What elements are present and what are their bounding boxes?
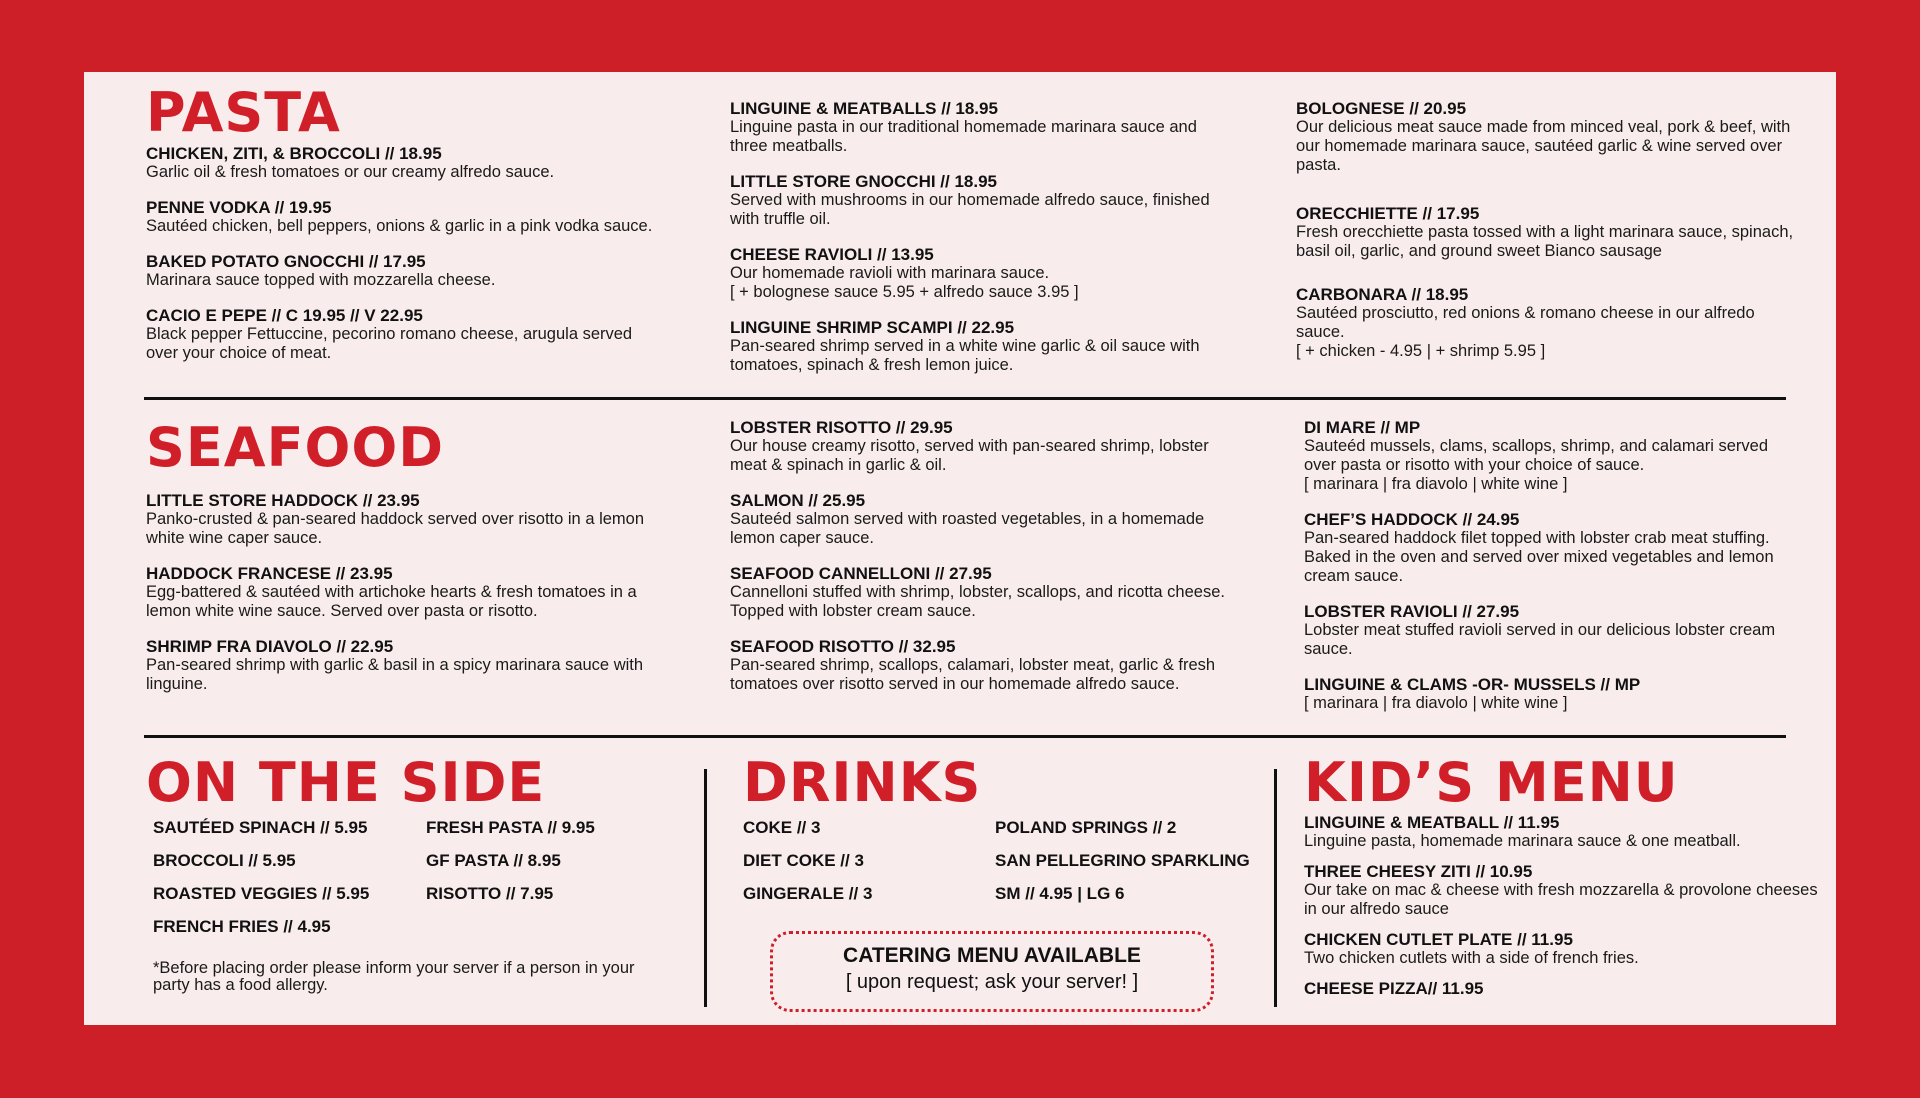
sides-heading: ON THE SIDE: [146, 751, 546, 814]
menu-page: [84, 72, 1836, 1025]
item-title: LINGUINE SHRIMP SCAMPI // 22.95: [730, 318, 1015, 337]
menu-item: [146, 306, 656, 363]
item-desc: Pan-seared shrimp with garlic & basil in a spicy marinara sauce with linguine.: [146, 656, 644, 693]
menu-item: [146, 637, 646, 694]
pasta-column-2: [730, 99, 1230, 391]
item-title: SEAFOOD RISOTTO // 32.95: [730, 637, 956, 656]
item-desc: Linguine pasta in our traditional homemade marinara sauce and three meatballs.: [730, 118, 1197, 155]
menu-item: [730, 245, 1230, 302]
menu-item: [1304, 675, 1804, 713]
pasta-column-3: [1296, 99, 1796, 377]
menu-item: [146, 252, 656, 290]
item-desc: Egg-battered & sautéed with artichoke hearts & fresh tomatoes in a lemon white wine sauce. Served over pasta or risotto.: [146, 583, 637, 620]
kids-heading: KID’S MENU: [1304, 751, 1679, 814]
menu-item: [146, 198, 656, 236]
menu-item: [1304, 813, 1824, 851]
item-addons: [ marinara | fra diavolo | white wine ]: [1304, 475, 1568, 493]
item-desc: Sautéed chicken, bell peppers, onions & garlic in a pink vodka sauce.: [146, 217, 653, 235]
seafood-heading: SEAFOOD: [146, 416, 445, 479]
menu-item: [1304, 418, 1804, 494]
item-title: LINGUINE & CLAMS -OR- MUSSELS // MP: [1304, 675, 1641, 694]
menu-item: [730, 318, 1230, 375]
menu-item: [730, 564, 1230, 621]
menu-item: [730, 172, 1230, 229]
menu-item: [730, 637, 1230, 694]
item-title: BAKED POTATO GNOCCHI // 17.95: [146, 252, 426, 271]
item-desc: Our take on mac & cheese with fresh mozzarella & provolone cheeses in our alfredo sauce: [1304, 881, 1818, 918]
pasta-column-1: [146, 144, 656, 379]
pasta-heading: PASTA: [146, 81, 341, 144]
item-desc: Garlic oil & fresh tomatoes or our creamy alfredo sauce.: [146, 163, 555, 181]
item-desc: Two chicken cutlets with a side of french fries.: [1304, 949, 1639, 967]
column-divider: [1274, 769, 1277, 1007]
menu-item: [1296, 285, 1796, 361]
item-desc: Panko-crusted & pan-seared haddock served over risotto in a lemon white wine caper sauce.: [146, 510, 645, 547]
menu-item: [146, 144, 656, 182]
item-title: SHRIMP FRA DIAVOLO // 22.95: [146, 637, 394, 656]
seafood-column-1: [146, 491, 646, 710]
item-title: ORECCHIETTE // 17.95: [1296, 204, 1480, 223]
drink-item: POLAND SPRINGS // 2: [995, 818, 1177, 837]
item-desc: Fresh orecchiette pasta tossed with a light marinara sauce, spinach, basil oil, garlic, and ground sweet Bianco sausage: [1296, 223, 1794, 260]
item-title: PENNE VODKA // 19.95: [146, 198, 332, 217]
item-desc: Sauteéd salmon served with roasted vegetables, in a homemade lemon caper sauce.: [730, 510, 1205, 547]
item-title: HADDOCK FRANCESE // 23.95: [146, 564, 393, 583]
side-item: GF PASTA // 8.95: [426, 851, 561, 870]
item-desc: Pan-seared haddock filet topped with lobster crab meat stuffing. Baked in the oven and served over mixed vegetables and lemon cream sauce.: [1304, 529, 1774, 585]
menu-item: [146, 491, 646, 548]
item-title: CHEESE RAVIOLI // 13.95: [730, 245, 934, 264]
item-desc: Our delicious meat sauce made from minced veal, pork & beef, with our homemade marinara sauce, sautéed garlic & wine served over pasta.: [1296, 118, 1791, 174]
menu-item: [730, 418, 1230, 475]
menu-item: [1304, 602, 1804, 659]
drink-item: SAN PELLEGRINO SPARKLING: [995, 851, 1250, 870]
item-title: LITTLE STORE HADDOCK // 23.95: [146, 491, 420, 510]
item-title: LOBSTER RAVIOLI // 27.95: [1304, 602, 1520, 621]
item-title: LOBSTER RISOTTO // 29.95: [730, 418, 953, 437]
item-title: CHICKEN CUTLET PLATE // 11.95: [1304, 930, 1573, 949]
side-item: RISOTTO // 7.95: [426, 884, 554, 903]
drinks-heading: DRINKS: [743, 751, 982, 814]
catering-subtitle: [ upon request; ask your server! ]: [845, 971, 1139, 993]
side-item: SAUTÉED SPINACH // 5.95: [153, 818, 368, 837]
item-desc: Marinara sauce topped with mozzarella cheese.: [146, 271, 496, 289]
menu-item: [1304, 979, 1824, 998]
menu-item: [730, 491, 1230, 548]
item-desc: Lobster meat stuffed ravioli served in our delicious lobster cream sauce.: [1304, 621, 1776, 658]
section-divider: [144, 397, 1786, 400]
item-desc: Served with mushrooms in our homemade alfredo sauce, finished with truffle oil.: [730, 191, 1210, 228]
drink-item: SM // 4.95 | LG 6: [995, 884, 1125, 903]
menu-item: [1304, 930, 1824, 968]
item-title: CACIO E PEPE // C 19.95 // V 22.95: [146, 306, 423, 325]
allergy-note: *Before placing order please inform your server if a person in your party has a food allergy.: [153, 959, 635, 994]
menu-item: [1296, 99, 1796, 175]
item-desc: Linguine pasta, homemade marinara sauce & one meatball.: [1304, 832, 1741, 850]
side-item: FRESH PASTA // 9.95: [426, 818, 595, 837]
item-desc: Our homemade ravioli with marinara sauce.: [730, 264, 1050, 282]
menu-item: [146, 564, 646, 621]
drink-item: DIET COKE // 3: [743, 851, 864, 870]
item-title: CHEESE PIZZA// 11.95: [1304, 979, 1484, 998]
item-title: BOLOGNESE // 20.95: [1296, 99, 1467, 118]
menu-item: [730, 99, 1230, 156]
item-desc: Sautéed prosciutto, red onions & romano cheese in our alfredo sauce.: [1296, 304, 1755, 341]
item-title: LINGUINE & MEATBALL // 11.95: [1304, 813, 1560, 832]
kids-column: [1304, 813, 1824, 1014]
item-title: THREE CHEESY ZITI // 10.95: [1304, 862, 1533, 881]
item-title: LITTLE STORE GNOCCHI // 18.95: [730, 172, 998, 191]
item-title: SEAFOOD CANNELLONI // 27.95: [730, 564, 992, 583]
item-title: DI MARE // MP: [1304, 418, 1421, 437]
drink-item: COKE // 3: [743, 818, 821, 837]
item-desc: Pan-seared shrimp, scallops, calamari, lobster meat, garlic & fresh tomatoes over risotto served in our homemade alfredo sauce.: [730, 656, 1216, 693]
side-item: FRENCH FRIES // 4.95: [153, 917, 331, 936]
catering-box: [770, 931, 1214, 1012]
menu-item: [1296, 204, 1796, 261]
item-desc: Sauteéd mussels, clams, scallops, shrimp, and calamari served over pasta or risotto with your choice of sauce.: [1304, 437, 1769, 474]
item-addons: [ + bolognese sauce 5.95 + alfredo sauce 3.95 ]: [730, 283, 1079, 301]
column-divider: [704, 769, 707, 1007]
side-item: BROCCOLI // 5.95: [153, 851, 296, 870]
item-title: CHICKEN, ZITI, & BROCCOLI // 18.95: [146, 144, 442, 163]
menu-item: [1304, 510, 1804, 586]
item-addons: [ + chicken - 4.95 | + shrimp 5.95 ]: [1296, 342, 1546, 360]
side-item: ROASTED VEGGIES // 5.95: [153, 884, 370, 903]
item-desc: Our house creamy risotto, served with pan-seared shrimp, lobster meat & spinach in garlic & oil.: [730, 437, 1209, 474]
seafood-column-2: [730, 418, 1230, 710]
item-desc: Pan-seared shrimp served in a white wine garlic & oil sauce with tomatoes, spinach & fresh lemon juice.: [730, 337, 1200, 374]
item-desc: Black pepper Fettuccine, pecorino romano cheese, arugula served over your choice of meat.: [146, 325, 633, 362]
item-title: SALMON // 25.95: [730, 491, 866, 510]
menu-item: [1304, 862, 1824, 919]
drink-item: GINGERALE // 3: [743, 884, 873, 903]
item-title: CHEF’S HADDOCK // 24.95: [1304, 510, 1520, 529]
section-divider: [144, 735, 1786, 738]
catering-title: CATERING MENU AVAILABLE: [843, 944, 1141, 967]
item-desc: [ marinara | fra diavolo | white wine ]: [1304, 694, 1568, 712]
item-title: LINGUINE & MEATBALLS // 18.95: [730, 99, 998, 118]
item-title: CARBONARA // 18.95: [1296, 285, 1469, 304]
item-desc: Cannelloni stuffed with shrimp, lobster, scallops, and ricotta cheese. Topped with lobster cream sauce.: [730, 583, 1225, 620]
seafood-column-3: [1304, 418, 1804, 729]
